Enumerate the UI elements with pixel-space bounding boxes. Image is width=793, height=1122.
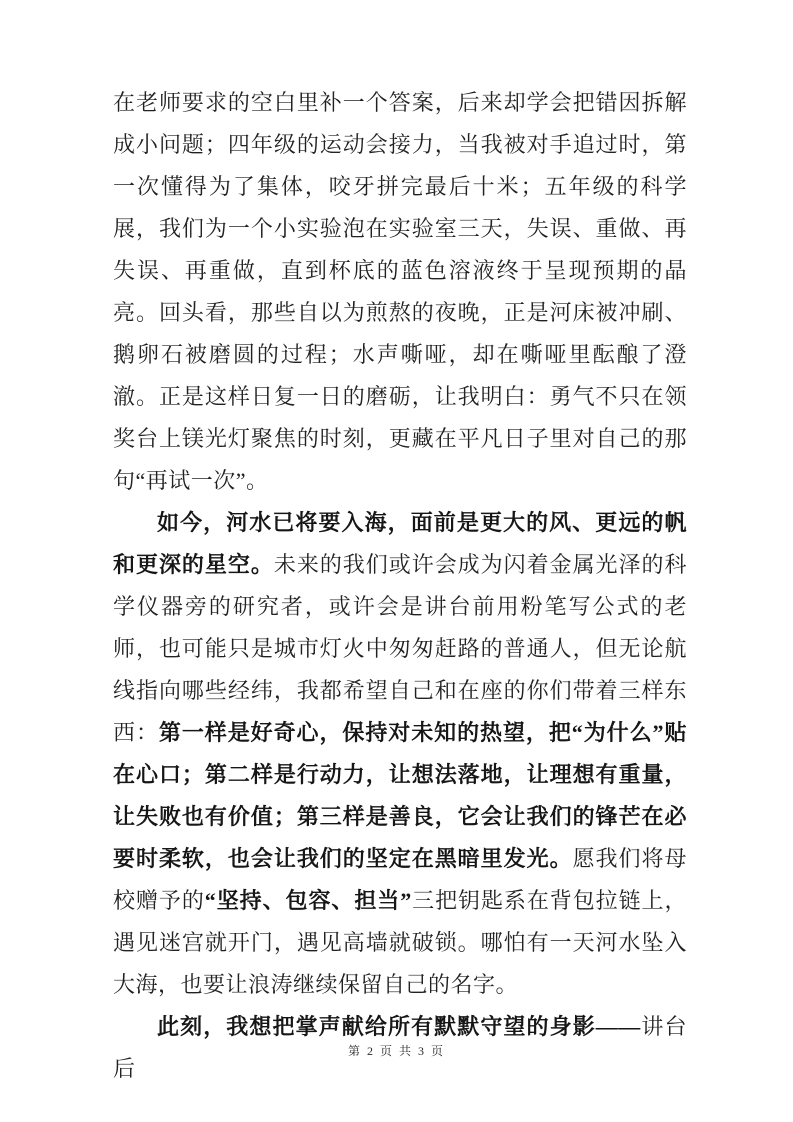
text-run: 三把钥匙系在背包拉链上，遇见迷宫就开门，遇见高墙就破锁。哪怕有一天河水坠入大海，也要让浪涛继续保留自己的名字。 [113, 888, 687, 997]
text-run: 讲台后 [113, 1014, 687, 1081]
text-run: 在老师要求的空白里补一个答案，后来却学会把错因拆解成小问题；四年级的运动会接力，当我被对手追过时，第一次懂得为了集体，咬牙拼完最后十米；五年级的科学展，我们为一个小实验泡在实验室三天，失误、重做、再失误、再重做，直到杯底的蓝色溶液终于呈现预期的晶亮。回头看，那些自以为煎熬的夜晚，正是河床被冲刷、鹅卵石被磨圆的过程；水声嘶哑，却在嘶哑里酝酿了澄澈。正是这样日复一日的磨砺，让我明白：勇气不只在领奖台上镁光灯聚焦的时刻，更藏在平凡日子里对自己的那句“再试一次”。 [113, 90, 687, 493]
bold-text-run: 如今，河水已将要入海，面前是更大的风、更远的帆和更深的星空。 [113, 510, 687, 577]
document-body [113, 82, 687, 1090]
text-run: 愿我们将母校赠予的 [113, 846, 687, 913]
paragraph [113, 502, 687, 1006]
page-footer: 第 2 页 共 3 页 [347, 1044, 445, 1058]
text-run: 未来的我们或许会成为闪着金属光泽的科学仪器旁的研究者，或许会是讲台前用粉笔写公式的老师，也可能只是城市灯火中匆匆赶路的普通人，但无论航线指向哪些经纬，我都希望自己和在座的你们带着三样东西： [113, 552, 687, 745]
paragraph [113, 82, 687, 502]
bold-text-run: “坚持、包容、担当” [204, 888, 412, 913]
bold-text-run: 第一样是好奇心，保持对未知的热望，把“为什么”贴在心口；第二样是行动力，让想法落地，让理想有重量，让失败也有价值；第三样是善良，它会让我们的锋芒在必要时柔软，也会让我们的坚定在黑暗里发光。 [113, 720, 687, 871]
bold-text-run: 此刻，我想把掌声献给所有默默守望的身影—— [157, 1014, 641, 1039]
